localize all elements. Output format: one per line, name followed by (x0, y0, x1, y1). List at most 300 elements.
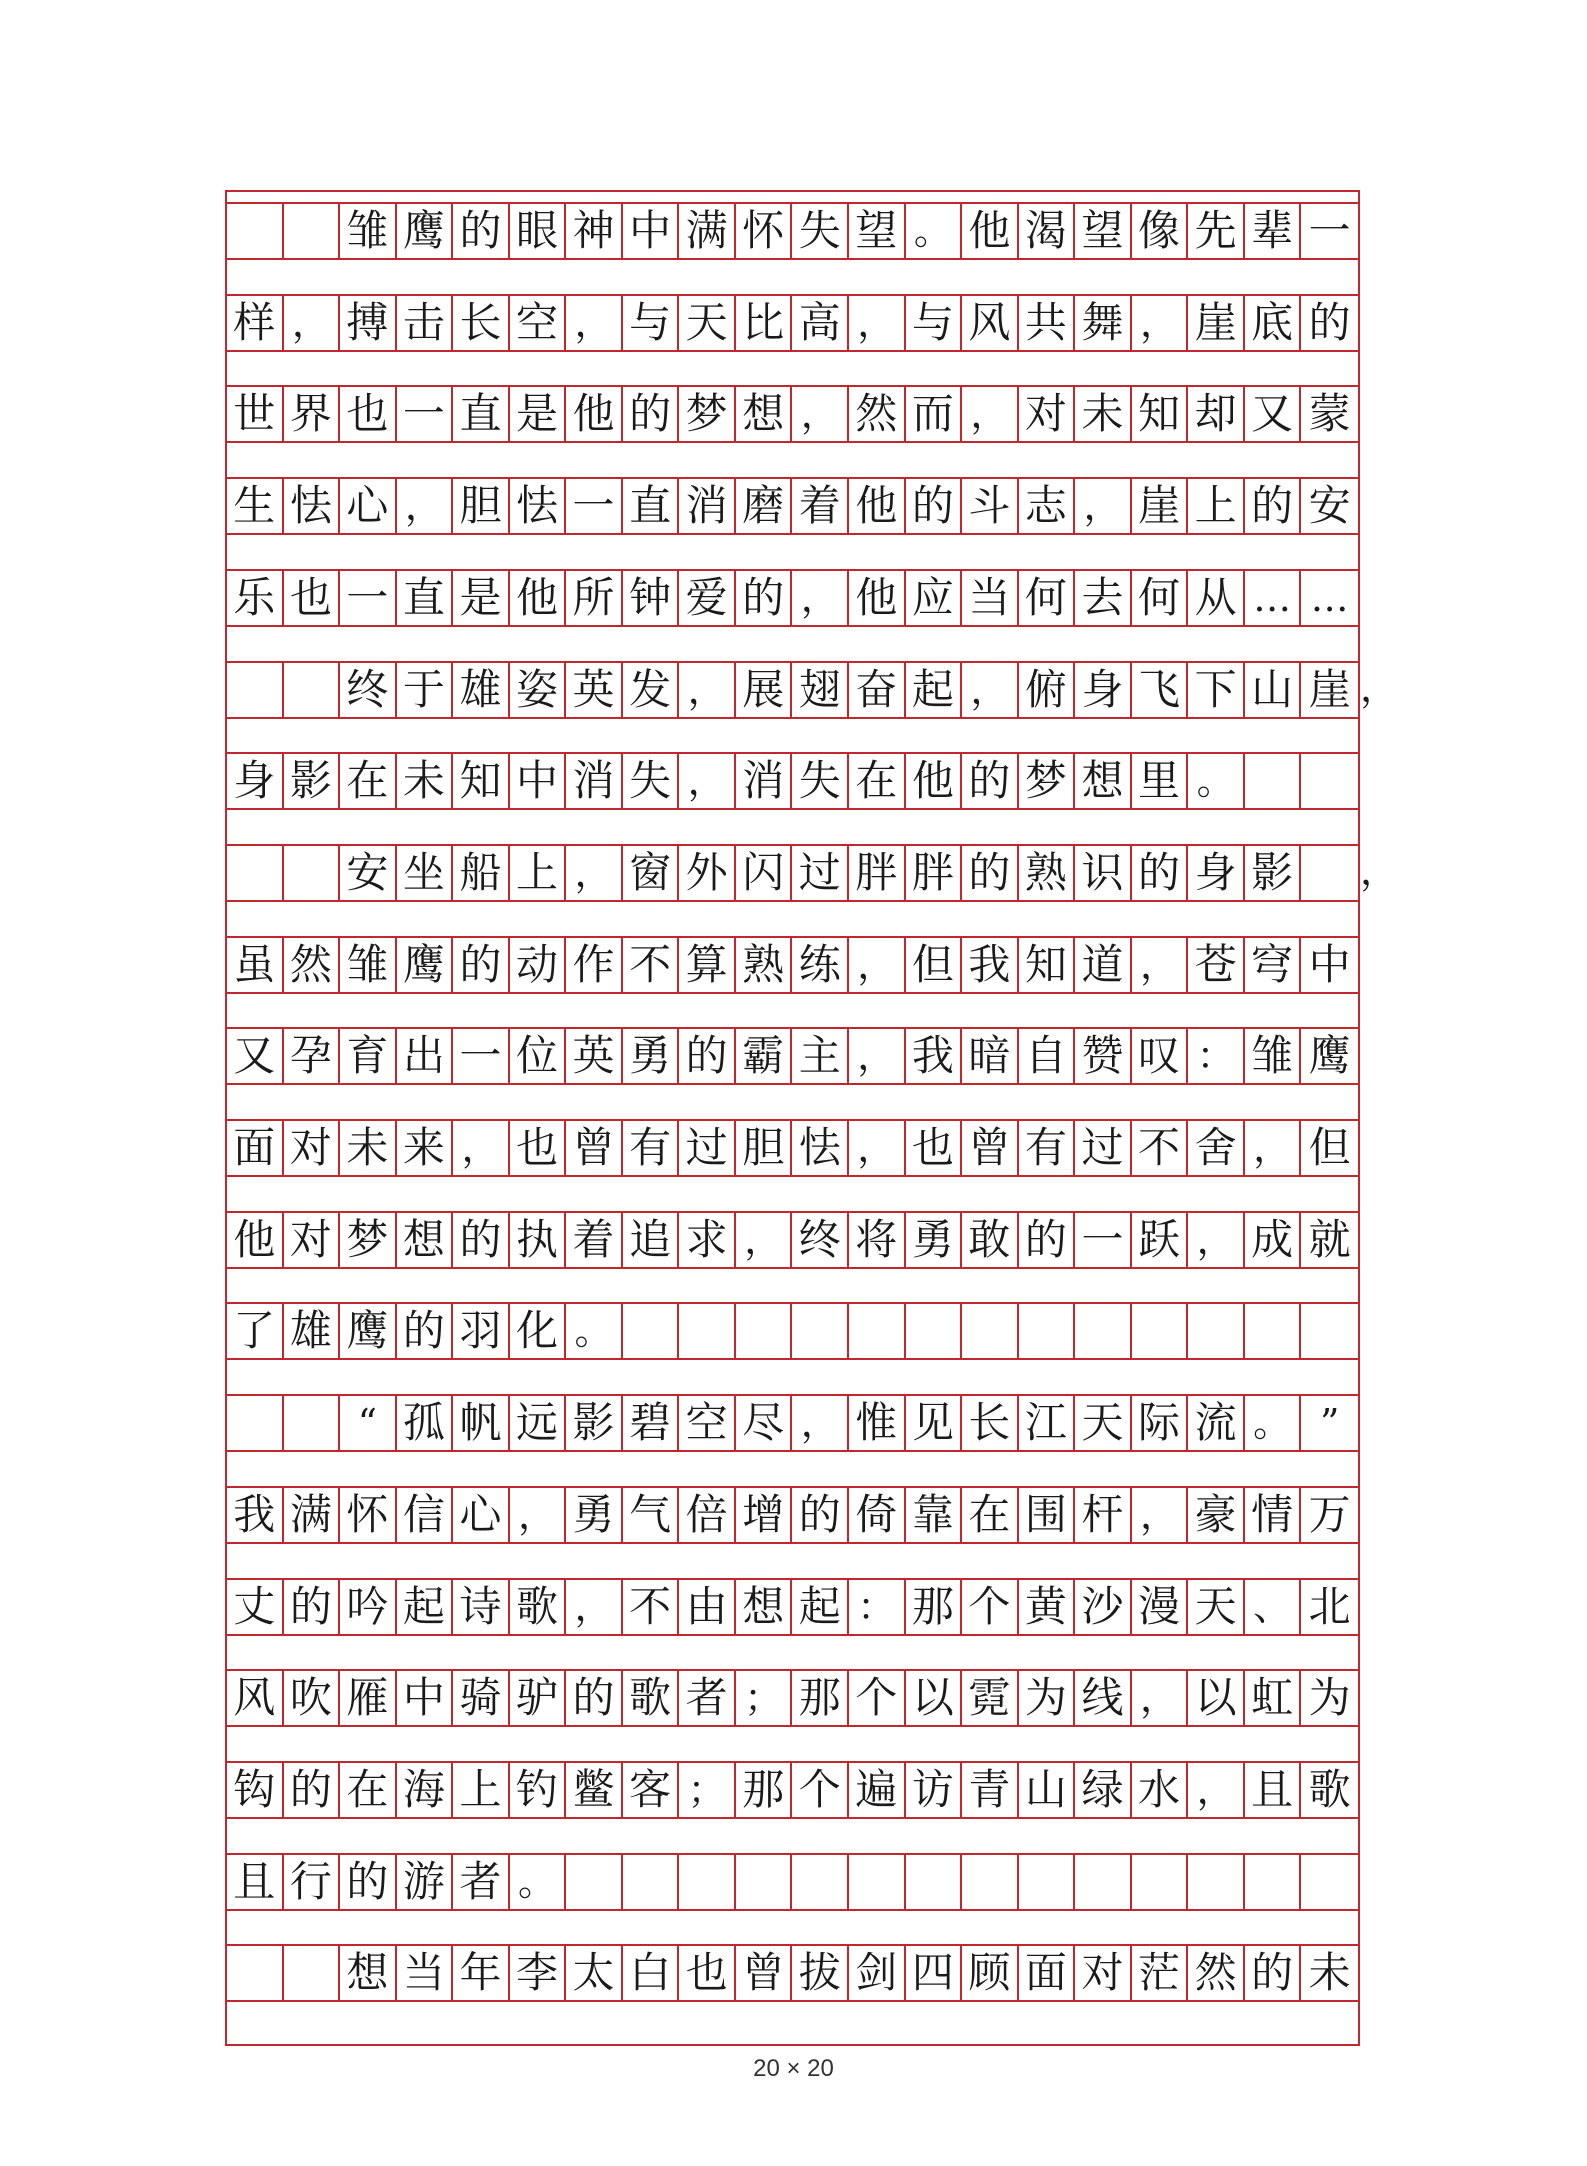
grid-cell: ， (962, 387, 1019, 441)
grid-cell: 以 (906, 1671, 963, 1725)
grid-cell: 满 (679, 204, 736, 258)
grid-cell: 中 (397, 1671, 454, 1725)
grid-cell: 然 (1188, 1946, 1245, 2000)
grid-cell: 空 (679, 1396, 736, 1450)
grid-cell: … (1310, 575, 1349, 620)
grid-cell: 算 (679, 938, 736, 992)
grid-cell: 雄 (284, 1304, 341, 1358)
grid-cell: 起 (906, 663, 963, 717)
grid-cell: 然 (284, 938, 341, 992)
grid-cell: 的 (1245, 479, 1302, 533)
grid-cell: 。 (566, 1304, 623, 1358)
grid-cell: 江 (1019, 1396, 1076, 1450)
grid-cell: 过 (679, 1121, 736, 1175)
grid-cell: ： (849, 1580, 906, 1634)
grid-cell: 想 (736, 1580, 793, 1634)
grid-cell: 胖 (849, 846, 906, 900)
grid-cell: ； (679, 1763, 736, 1817)
grid-cell: 水 (1132, 1763, 1189, 1817)
grid-cell: 作 (566, 938, 623, 992)
grid-cell: 俯 (1019, 663, 1076, 717)
grid-cell: 面 (1019, 1946, 1076, 2000)
grid-cell: 英 (566, 1029, 623, 1083)
grid-cell: 个 (792, 1763, 849, 1817)
grid-cell: 歌 (623, 1671, 680, 1725)
grid-cell: 的 (566, 1671, 623, 1725)
grid-cell: 霓 (962, 1671, 1019, 1725)
grid-cell (1245, 1855, 1302, 1909)
grid-cell: 高 (792, 296, 849, 350)
grid-cell: 起 (397, 1580, 454, 1634)
grid-cell: 的 (623, 387, 680, 441)
grid-cell: 道 (1075, 938, 1132, 992)
grid-cell: 何 (1132, 571, 1189, 625)
grid-cell: 惟 (849, 1396, 906, 1450)
grid-cell: 上 (453, 1763, 510, 1817)
grid-cell: 情 (1245, 1488, 1302, 1542)
grid-cell: 孕 (284, 1029, 341, 1083)
grid-cell: 曾 (962, 1121, 1019, 1175)
grid-cell: 未 (1308, 1948, 1351, 1998)
grid-cell: 对 (284, 1213, 341, 1267)
grid-cell: 奋 (849, 663, 906, 717)
grid-cell (792, 1304, 849, 1358)
grid-cell (227, 663, 284, 717)
grid-line-16 (227, 1578, 1358, 1636)
grid-cell: 暗 (962, 1029, 1019, 1083)
grid-cell: ， (453, 1121, 510, 1175)
grid-cell: 碧 (623, 1396, 680, 1450)
grid-cell (962, 1855, 1019, 1909)
grid-cell: 崖 (1308, 664, 1351, 714)
grid-cell: 直 (397, 571, 454, 625)
grid-cell: 辈 (1245, 204, 1302, 258)
grid-cell: 成 (1245, 1213, 1302, 1267)
grid-cell: 由 (679, 1580, 736, 1634)
grid-cell: 安 (340, 846, 397, 900)
grid-cell: 了 (227, 1304, 284, 1358)
grid-cell: 位 (510, 1029, 567, 1083)
grid-cell: 钩 (227, 1763, 284, 1817)
grid-line-9 (227, 936, 1358, 994)
grid-cell: 有 (1019, 1121, 1076, 1175)
grid-cell: 的 (284, 1580, 341, 1634)
grid-cell (623, 1304, 680, 1358)
grid-cell: 又 (1245, 387, 1302, 441)
grid-cell: 出 (397, 1029, 454, 1083)
grid-cell (284, 1946, 341, 2000)
grid-cell: 身 (1188, 846, 1245, 900)
grid-cell: 勇 (623, 1029, 680, 1083)
grid-cell: 苍 (1188, 938, 1245, 992)
grid-cell: 终 (792, 1213, 849, 1267)
grid-cell: 是 (453, 571, 510, 625)
grid-cell: 先 (1188, 204, 1245, 258)
grid-cell: 将 (849, 1213, 906, 1267)
grid-cell: 望 (849, 204, 906, 258)
grid-cell: 山 (1245, 663, 1302, 717)
grid-cell: 空 (510, 296, 567, 350)
grid-cell: 身 (227, 754, 284, 808)
grid-cell: ， (736, 1213, 793, 1267)
grid-cell: 海 (397, 1763, 454, 1817)
grid-cell: 勇 (906, 1213, 963, 1267)
grid-cell: 也 (340, 387, 397, 441)
grid-cell: 梦 (340, 1213, 397, 1267)
grid-cell: 怀 (340, 1488, 397, 1542)
grid-cell: 胆 (453, 479, 510, 533)
grid-cell: 访 (906, 1763, 963, 1817)
grid-cell: 界 (284, 387, 341, 441)
grid-cell: 丈 (227, 1580, 284, 1634)
grid-line-7 (227, 752, 1358, 810)
grid-cell: 样 (227, 296, 284, 350)
grid-cell: 天 (1188, 1580, 1245, 1634)
grid-cell: 曾 (566, 1121, 623, 1175)
grid-cell: ， (849, 1029, 906, 1083)
grid-cell: 追 (623, 1213, 680, 1267)
grid-cell (1019, 1855, 1076, 1909)
grid-cell: 是 (510, 387, 567, 441)
grid-cell: 知 (1132, 387, 1189, 441)
grid-cell: 歌 (510, 1580, 567, 1634)
grid-cell: 知 (1019, 938, 1076, 992)
grid-cell: 搏 (340, 296, 397, 350)
grid-cell (679, 1855, 736, 1909)
grid-cell (906, 1855, 963, 1909)
grid-cell: 熟 (736, 938, 793, 992)
grid-cell: 流 (1188, 1396, 1245, 1450)
grid-cell: 知 (453, 754, 510, 808)
grid-cell: 共 (1019, 296, 1076, 350)
grid-cell: 黄 (1019, 1580, 1076, 1634)
grid-cell: 一 (1075, 1213, 1132, 1267)
grid-size-label: 20 × 20 (753, 2055, 834, 2082)
grid-cell: 四 (906, 1946, 963, 2000)
grid-cell: 行 (284, 1855, 341, 1909)
grid-cell: 孤 (397, 1396, 454, 1450)
grid-cell: ， (1188, 1763, 1245, 1817)
grid-cell: 的 (340, 1855, 397, 1909)
grid-cell: 过 (792, 846, 849, 900)
grid-cell: 却 (1188, 387, 1245, 441)
grid-cell: 击 (397, 296, 454, 350)
grid-cell: 然 (849, 387, 906, 441)
grid-cell: 影 (1245, 846, 1302, 900)
grid-cell: ， (1245, 1121, 1302, 1175)
grid-cell: 的 (736, 571, 793, 625)
grid-cell: 消 (566, 754, 623, 808)
grid-cell: 面 (227, 1121, 284, 1175)
grid-cell: 蒙 (1308, 389, 1351, 439)
grid-cell: 爱 (679, 571, 736, 625)
grid-cell: 雁 (340, 1671, 397, 1725)
grid-cell: 风 (962, 296, 1019, 350)
grid-line-15 (227, 1486, 1358, 1544)
grid-cell: 下 (1188, 663, 1245, 717)
grid-cell: 他 (510, 571, 567, 625)
grid-cell: 遍 (849, 1763, 906, 1817)
grid-cell: 失 (623, 754, 680, 808)
grid-cell: 窗 (623, 846, 680, 900)
grid-cell: 姿 (510, 663, 567, 717)
grid-cell: ： (1188, 1029, 1245, 1083)
grid-cell (227, 1946, 284, 2000)
grid-cell: 身 (1075, 663, 1132, 717)
grid-cell: 满 (284, 1488, 341, 1542)
grid-cell: 雏 (340, 204, 397, 258)
grid-cell: 消 (679, 479, 736, 533)
grid-cell: ， (1132, 938, 1189, 992)
grid-cell: 直 (623, 479, 680, 533)
grid-cell: 影 (284, 754, 341, 808)
grid-cell: 沙 (1075, 1580, 1132, 1634)
grid-cell: 的 (906, 479, 963, 533)
grid-cell: 叹 (1132, 1029, 1189, 1083)
grid-cell: 斗 (962, 479, 1019, 533)
grid-cell: 怯 (284, 479, 341, 533)
grid-cell: 我 (906, 1029, 963, 1083)
grid-cell: ， (284, 296, 341, 350)
grid-cell: 但 (1308, 1123, 1351, 1172)
grid-cell: 就 (1308, 1214, 1351, 1264)
grid-cell: 心 (453, 1488, 510, 1542)
grid-line-14 (227, 1394, 1358, 1452)
grid-cell: 穹 (1245, 938, 1302, 992)
grid-cell: ， (1132, 1671, 1189, 1725)
grid-cell: 我 (962, 938, 1019, 992)
grid-cell: 且 (1245, 1763, 1302, 1817)
grid-cell: “ (340, 1396, 397, 1450)
grid-cell: 的 (1019, 1213, 1076, 1267)
grid-cell: ， (397, 479, 454, 533)
grid-cell: 展 (736, 663, 793, 717)
grid-cell: 未 (1075, 387, 1132, 441)
grid-line-12 (227, 1211, 1358, 1269)
grid-cell: ， (792, 387, 849, 441)
grid-cell: 着 (566, 1213, 623, 1267)
grid-cell: 望 (1075, 204, 1132, 258)
grid-cell: 动 (510, 938, 567, 992)
grid-cell: 虹 (1245, 1671, 1302, 1725)
grid-cell: 消 (736, 754, 793, 808)
grid-line-6 (227, 661, 1358, 719)
grid-cell: 以 (1188, 1671, 1245, 1725)
grid-cell: 那 (736, 1763, 793, 1817)
grid-cell: 个 (962, 1580, 1019, 1634)
grid-cell: ， (1075, 479, 1132, 533)
grid-cell: 眼 (510, 204, 567, 258)
grid-cell: 山 (1019, 1763, 1076, 1817)
grid-cell: 驴 (510, 1671, 567, 1725)
grid-cell: 舞 (1075, 296, 1132, 350)
grid-cell (849, 1304, 906, 1358)
grid-cell: 为 (1019, 1671, 1076, 1725)
grid-cell: 世 (227, 387, 284, 441)
grid-cell: 对 (1075, 1946, 1132, 2000)
grid-cell (1132, 1304, 1189, 1358)
grid-cell: ， (1188, 1213, 1245, 1267)
grid-cell: ， (849, 296, 906, 350)
grid-cell: 青 (962, 1763, 1019, 1817)
grid-cell: 鹰 (397, 204, 454, 258)
grid-cell: 生 (227, 479, 284, 533)
grid-cell: 熟 (1019, 846, 1076, 900)
grid-cell: 为 (1308, 1673, 1351, 1723)
grid-cell: 。 (1188, 754, 1245, 808)
grid-cell (1245, 754, 1302, 808)
grid-cell: 骑 (453, 1671, 510, 1725)
grid-cell: 一 (453, 1029, 510, 1083)
grid-cell: 又 (227, 1029, 284, 1083)
grid-cell: 那 (906, 1580, 963, 1634)
grid-line-19 (227, 1853, 1358, 1911)
grid-cell (962, 1304, 1019, 1358)
grid-cell: 失 (792, 754, 849, 808)
grid-cell (1301, 1855, 1358, 1909)
grid-cell: 崖 (1188, 296, 1245, 350)
grid-cell: 上 (510, 846, 567, 900)
grid-cell: 他 (566, 387, 623, 441)
grid-cell: 在 (849, 754, 906, 808)
grid-cell: 不 (623, 1580, 680, 1634)
grid-cell (227, 846, 284, 900)
grid-cell: 气 (623, 1488, 680, 1542)
grid-cell: ， (510, 1488, 567, 1542)
grid-cell: 鹰 (1308, 1031, 1351, 1081)
grid-cell (1132, 1855, 1189, 1909)
grid-cell: 一 (397, 387, 454, 441)
grid-cell: 的 (792, 1488, 849, 1542)
grid-cell: 磨 (736, 479, 793, 533)
grid-cell: 起 (792, 1580, 849, 1634)
grid-cell (1075, 1855, 1132, 1909)
grid-cell (1188, 1855, 1245, 1909)
grid-cell: 漫 (1132, 1580, 1189, 1634)
grid-line-2 (227, 294, 1358, 352)
grid-cell: 去 (1075, 571, 1132, 625)
grid-cell: 我 (227, 1488, 284, 1542)
grid-cell: 赞 (1075, 1029, 1132, 1083)
grid-cell: 那 (792, 1671, 849, 1725)
grid-cell: 钟 (623, 571, 680, 625)
margin-punctuation: ， (1360, 848, 1399, 893)
grid-cell: 他 (849, 571, 906, 625)
grid-cell: ， (849, 1121, 906, 1175)
grid-cell: 像 (1132, 204, 1189, 258)
grid-cell: 梦 (1019, 754, 1076, 808)
grid-cell: 的 (679, 1029, 736, 1083)
grid-cell: 杆 (1075, 1488, 1132, 1542)
grid-cell: ， (566, 846, 623, 900)
grid-cell: 鹰 (397, 938, 454, 992)
margin-punctuation: ， (1360, 665, 1399, 710)
grid-cell: 他 (849, 479, 906, 533)
grid-cell: 且 (227, 1855, 284, 1909)
grid-cell: ， (679, 663, 736, 717)
grid-cell: 倍 (679, 1488, 736, 1542)
grid-cell: 未 (397, 754, 454, 808)
grid-cell (849, 1855, 906, 1909)
grid-cell: ， (792, 1396, 849, 1450)
grid-cell: 胖 (906, 846, 963, 900)
grid-cell: 直 (453, 387, 510, 441)
grid-cell (1188, 1304, 1245, 1358)
grid-cell: 、 (1245, 1580, 1302, 1634)
grid-cell: 勇 (566, 1488, 623, 1542)
grid-cell: 神 (566, 204, 623, 258)
grid-cell: 终 (340, 663, 397, 717)
grid-cell: 比 (736, 296, 793, 350)
grid-cell: 信 (397, 1488, 454, 1542)
grid-cell: 于 (397, 663, 454, 717)
grid-cell (1019, 1304, 1076, 1358)
grid-cell: 求 (679, 1213, 736, 1267)
grid-cell: 的 (1245, 1946, 1302, 2000)
grid-cell: 绿 (1075, 1763, 1132, 1817)
grid-cell: 主 (792, 1029, 849, 1083)
grid-cell: 而 (906, 387, 963, 441)
grid-cell (1301, 754, 1358, 808)
grid-cell: 长 (962, 1396, 1019, 1450)
grid-cell: 发 (623, 663, 680, 717)
grid-cell: 远 (510, 1396, 567, 1450)
grid-cell: 风 (227, 1671, 284, 1725)
grid-line-20 (227, 1944, 1358, 2002)
grid-cell: 翅 (792, 663, 849, 717)
grid-cell: 敢 (962, 1213, 1019, 1267)
grid-cell: 帆 (453, 1396, 510, 1450)
grid-cell: 心 (340, 479, 397, 533)
grid-cell (566, 1855, 623, 1909)
grid-cell: 在 (340, 754, 397, 808)
grid-cell: 乐 (227, 571, 284, 625)
grid-cell (284, 663, 341, 717)
grid-cell: 崖 (1132, 479, 1189, 533)
grid-cell: 未 (340, 1121, 397, 1175)
grid-cell: ； (736, 1671, 793, 1725)
grid-cell (792, 1855, 849, 1909)
grid-cell: 一 (340, 571, 397, 625)
grid-cell: 自 (1019, 1029, 1076, 1083)
grid-cell: 年 (453, 1946, 510, 2000)
grid-cell: 的 (397, 1304, 454, 1358)
grid-cell: ” (1319, 1401, 1340, 1446)
grid-cell: 者 (679, 1671, 736, 1725)
grid-cell: 也 (510, 1121, 567, 1175)
grid-cell: 想 (397, 1213, 454, 1267)
grid-line-4 (227, 477, 1358, 535)
grid-cell (227, 204, 284, 258)
grid-cell: 白 (623, 1946, 680, 2000)
grid-cell: 拔 (792, 1946, 849, 2000)
grid-cell (623, 1855, 680, 1909)
grid-cell: 中 (623, 204, 680, 258)
grid-cell: 安 (1308, 481, 1351, 531)
grid-cell: 对 (1019, 387, 1076, 441)
grid-cell: 线 (1075, 1671, 1132, 1725)
grid-cell: 也 (906, 1121, 963, 1175)
grid-cell: 练 (792, 938, 849, 992)
grid-cell: ， (566, 296, 623, 350)
grid-cell: 一 (566, 479, 623, 533)
grid-cell: 所 (566, 571, 623, 625)
grid-cell: 围 (1019, 1488, 1076, 1542)
grid-line-8 (227, 844, 1358, 902)
grid-cell: 在 (962, 1488, 1019, 1542)
grid-cell: 靠 (906, 1488, 963, 1542)
grid-cell: 的 (453, 1213, 510, 1267)
